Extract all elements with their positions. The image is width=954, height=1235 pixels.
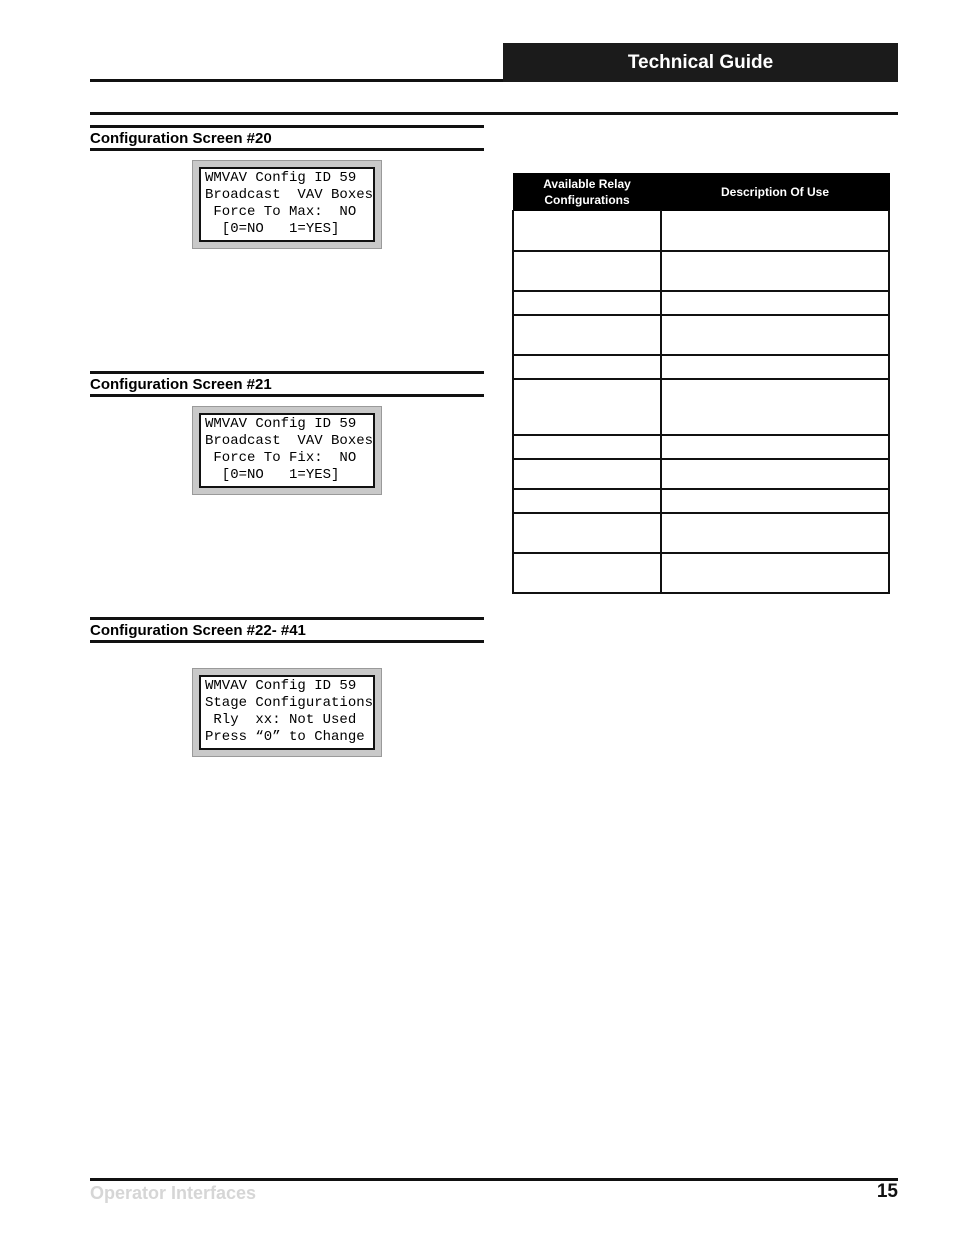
table-cell [661,379,889,435]
lcd-line: Stage Configurations [205,695,374,711]
table-row [513,513,889,553]
table-cell [513,315,661,355]
table-cell [513,459,661,489]
section-heading-21 [90,371,484,397]
table-cell [661,553,889,593]
table-row [513,211,889,251]
lcd-line: Force To Fix: NO [205,450,357,466]
lcd-line: WMVAV Config ID 59 [205,170,357,186]
footer-rule [90,1178,898,1181]
table-cell [513,379,661,435]
table-cell [513,355,661,379]
lcd-screen-22-41 [192,668,382,757]
table-row [513,489,889,513]
lcd-line: Force To Max: NO [205,204,357,220]
table-cell [513,553,661,593]
table-cell [661,251,889,291]
table-row [513,553,889,593]
lcd-line: Broadcast VAV Boxes [205,187,374,203]
table-row [513,291,889,315]
lcd-line: Broadcast VAV Boxes [205,433,374,449]
lcd-line: [0=NO 1=YES] [205,467,340,483]
section-heading-22-41 [90,617,484,643]
table-cell [661,435,889,459]
table-row [513,435,889,459]
header-title: Technical Guide [503,43,898,82]
relay-config-table [512,173,890,594]
table-cell [513,211,661,251]
table-row [513,315,889,355]
column-header-description: Description Of Use [661,174,889,211]
table-cell [513,513,661,553]
table-header-row [513,174,889,211]
table-cell [513,435,661,459]
section-heading-20 [90,125,484,151]
table-cell [661,211,889,251]
lcd-screen-21 [192,406,382,495]
header-rule [90,79,504,82]
section-title: Configuration Screen #21 [90,376,272,393]
lcd-line: WMVAV Config ID 59 [205,416,357,432]
table-cell [513,489,661,513]
top-rule [90,112,898,115]
lcd-line: Rly xx: Not Used [205,712,357,728]
table-cell [513,251,661,291]
table-cell [661,291,889,315]
column-header-relay-config: Available Relay Configurations [513,174,661,211]
lcd-line: WMVAV Config ID 59 [205,678,357,694]
table-row [513,251,889,291]
section-title: Configuration Screen #22- #41 [90,622,306,639]
table-cell [661,459,889,489]
table-cell [513,291,661,315]
lcd-line: Press “0” to Change [205,729,365,745]
footer-section-name: Operator Interfaces [90,1183,257,1203]
lcd-line: [0=NO 1=YES] [205,221,340,237]
lcd-screen-20 [192,160,382,249]
table-cell [661,489,889,513]
table-cell [661,355,889,379]
table-row [513,459,889,489]
table-cell [661,315,889,355]
table-cell [661,513,889,553]
table-row [513,355,889,379]
page-number: 15 [876,1181,898,1202]
section-title: Configuration Screen #20 [90,130,272,147]
table-row [513,379,889,435]
